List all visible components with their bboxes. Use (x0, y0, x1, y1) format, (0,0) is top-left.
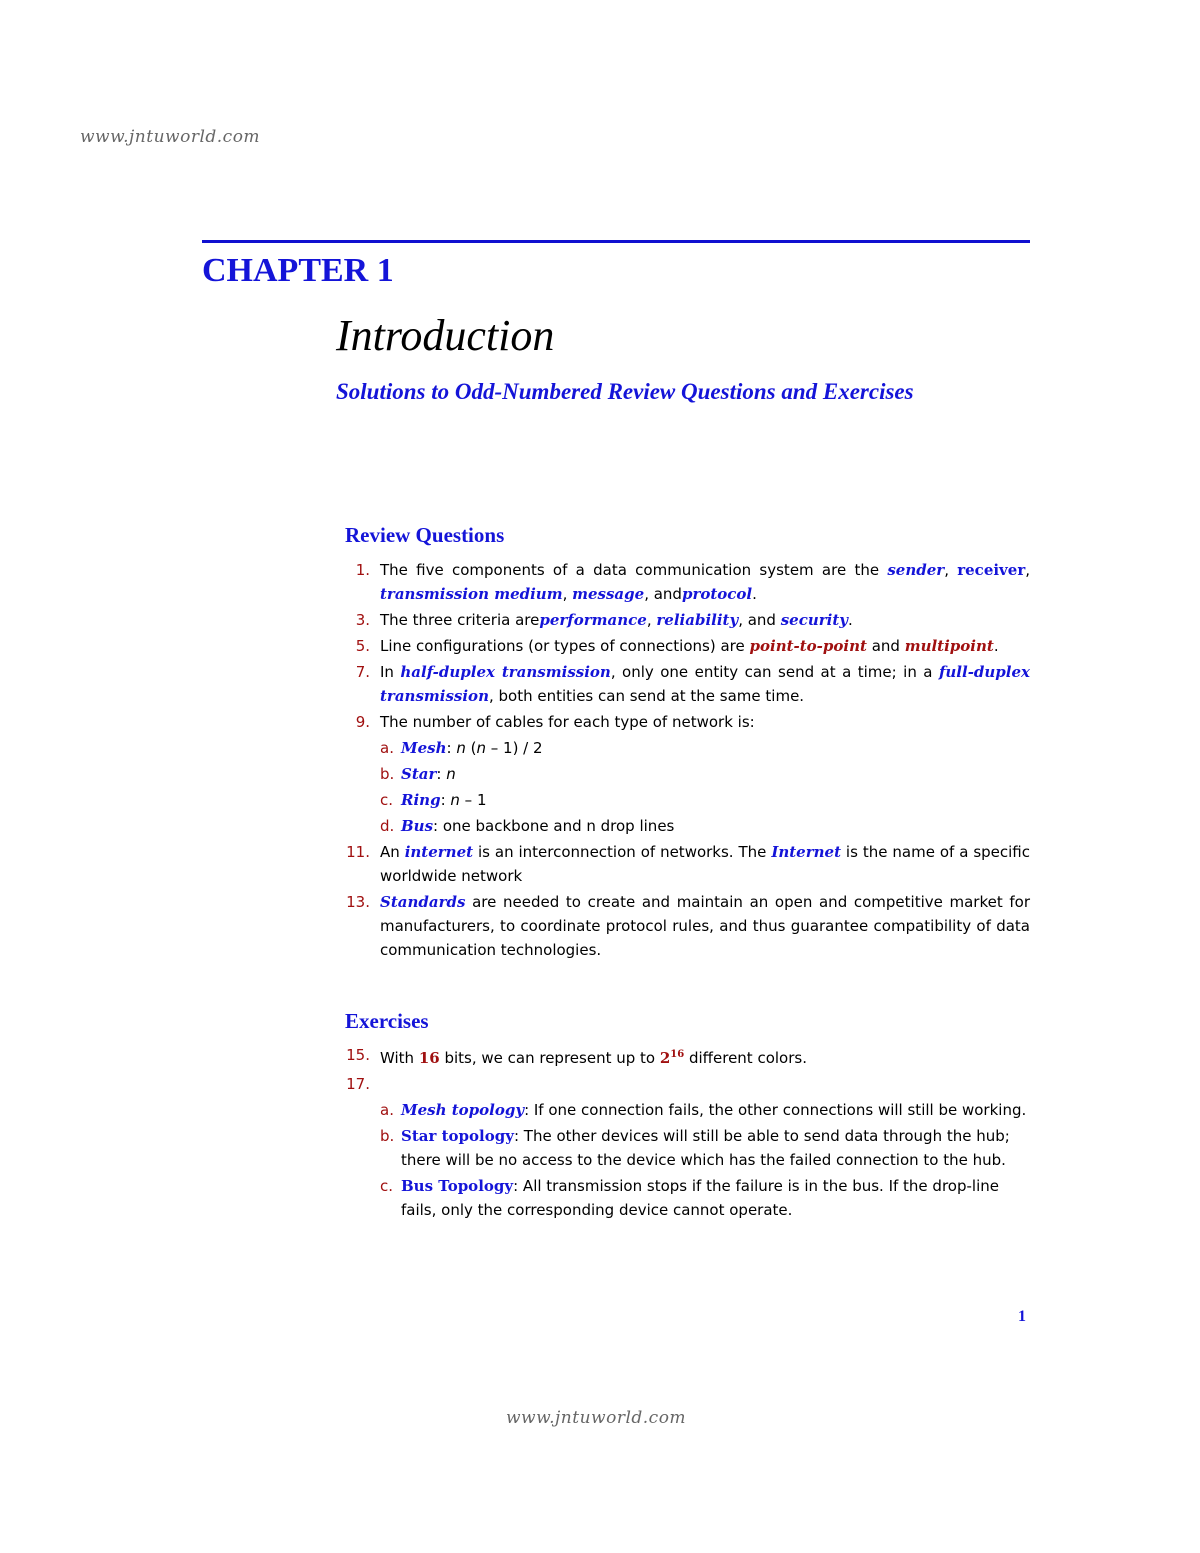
power-exponent: 16 (670, 1049, 685, 1060)
item-text: , both entities can send at the same time. (488, 687, 805, 705)
sub-item-ring (340, 788, 1030, 812)
item-number: 3. (355, 611, 370, 629)
item-text: : All transmission stops if the failure is in the bus. If the drop-line fails, only the corresponding device cannot operate. (401, 1177, 999, 1219)
watermark-bottom: www.jntuworld.com (506, 1408, 687, 1428)
chapter-label: CHAPTER 1 (202, 252, 394, 289)
term-sender: sender (887, 561, 945, 579)
item-text: : (436, 765, 447, 783)
page-number: 1 (1018, 1308, 1026, 1325)
item-number: 7. (355, 663, 370, 681)
sub-item-letter: a. (380, 739, 394, 757)
term-protocol: protocol (681, 585, 753, 603)
sub-item-letter: b. (380, 765, 395, 783)
chapter-rule (202, 240, 1030, 243)
page-title: Introduction (336, 311, 555, 360)
item-text: , (1025, 561, 1030, 579)
variable-n: n (456, 739, 466, 757)
item-number: 15. (346, 1046, 370, 1064)
item-text: : The other devices will still be able to send data through the hub; there will be no access to the device which has the failed connection to the hub. (401, 1127, 1010, 1169)
term-Internet: Internet (771, 843, 842, 861)
item-text: bits, we can represent up to (439, 1049, 660, 1067)
item-text: . (848, 611, 853, 629)
item-text: In (380, 663, 401, 681)
item-text: , and (644, 585, 682, 603)
exercises-list (340, 1043, 1030, 1224)
term-ring: Ring (401, 791, 441, 809)
item-text: – 1) / 2 (485, 739, 543, 757)
sub-item-mesh (340, 736, 1030, 760)
term-mesh: Mesh (401, 739, 447, 757)
term-bus: Bus (401, 817, 434, 835)
list-item-q11 (340, 840, 1030, 888)
term-performance: performance (539, 611, 647, 629)
item-text: , (944, 561, 958, 579)
sub-item-letter: b. (380, 1127, 395, 1145)
term-multipoint: multipoint (904, 637, 994, 655)
term-bus-topology: Bus Topology (401, 1177, 514, 1195)
term-internet: internet (404, 843, 474, 861)
item-text: and (866, 637, 905, 655)
term-message: message (572, 585, 645, 603)
term-receiver: receiver (957, 561, 1026, 579)
list-item-q7 (340, 660, 1030, 708)
item-text: is the name of a specific worldwide network (380, 843, 1031, 885)
exercises-heading: Exercises (345, 1009, 429, 1033)
term-full-duplex: full-duplex transmission (380, 663, 1030, 705)
term-transmission-medium: transmission medium (380, 585, 563, 603)
term-half-duplex: half-duplex transmission (400, 663, 611, 681)
list-item-q9 (340, 710, 1030, 734)
sub-item-bus (340, 814, 1030, 838)
list-item-q3 (340, 608, 1030, 632)
item-text: . (752, 585, 757, 603)
sub-item-letter: c. (380, 791, 394, 809)
item-text: : If one connection fails, the other connections will still be working. (524, 1101, 1027, 1119)
item-text: Line configurations (or types of connections) are (380, 637, 750, 655)
sub-item-bus-topology (340, 1174, 1030, 1222)
watermark-top: www.jntuworld.com (80, 127, 261, 147)
list-item-q5 (340, 634, 1030, 658)
term-reliability: reliability (656, 611, 739, 629)
sub-item-letter: c. (380, 1177, 394, 1195)
sub-item-mesh-topology (340, 1098, 1030, 1122)
item-text: . (993, 637, 999, 655)
review-questions-list (340, 558, 1030, 964)
variable-n: n (450, 791, 460, 809)
item-number: 9. (355, 713, 370, 731)
term-star-topology: Star topology (401, 1127, 514, 1145)
page-subtitle: Solutions to Odd-Numbered Review Questions and Exercises (336, 379, 914, 404)
bits-value: 16 (418, 1049, 440, 1067)
item-text: , (562, 585, 573, 603)
sub-item-star-topology (340, 1124, 1030, 1172)
item-text: – 1 (459, 791, 487, 809)
item-text: With (380, 1049, 419, 1067)
item-number: 13. (346, 893, 370, 911)
item-text: is an interconnection of networks. The (473, 843, 772, 861)
item-text: : (446, 739, 457, 757)
list-item-e15 (340, 1043, 1030, 1070)
review-questions-heading: Review Questions (345, 523, 505, 547)
item-number: 11. (346, 843, 370, 861)
term-mesh-topology: Mesh topology (401, 1101, 525, 1119)
item-text: The three criteria are (380, 611, 540, 629)
term-star: Star (401, 765, 437, 783)
item-text: : one backbone and n drop lines (433, 817, 675, 835)
variable-n: n (476, 739, 486, 757)
item-number: 1. (355, 561, 370, 579)
sub-item-star (340, 762, 1030, 786)
item-text: , (646, 611, 657, 629)
term-point-to-point: point-to-point (749, 637, 867, 655)
sub-item-letter: a. (380, 1101, 394, 1119)
item-text: : (440, 791, 451, 809)
item-number: 17. (346, 1075, 370, 1093)
list-item-e17 (340, 1072, 1030, 1096)
item-number: 5. (355, 637, 370, 655)
list-item-q1 (340, 558, 1030, 606)
item-text: The number of cables for each type of network is: (380, 713, 755, 731)
item-text: different colors. (684, 1049, 807, 1067)
term-security: security (780, 611, 848, 629)
power-base: 2 (659, 1049, 671, 1067)
term-standards: Standards (380, 893, 466, 911)
variable-n: n (446, 765, 456, 783)
item-text: are needed to create and maintain an open and competitive market for manufacturers, to coordinate protocol rules, and thus guarantee compatibility of data communication technologies. (380, 893, 1030, 959)
item-text: An (380, 843, 405, 861)
sub-item-letter: d. (380, 817, 395, 835)
list-item-q13 (340, 890, 1030, 962)
item-text: ( (465, 739, 477, 757)
item-text: The five components of a data communication system are the (380, 561, 888, 579)
item-text: , only one entity can send at a time; in a (610, 663, 939, 681)
item-text: , and (738, 611, 781, 629)
